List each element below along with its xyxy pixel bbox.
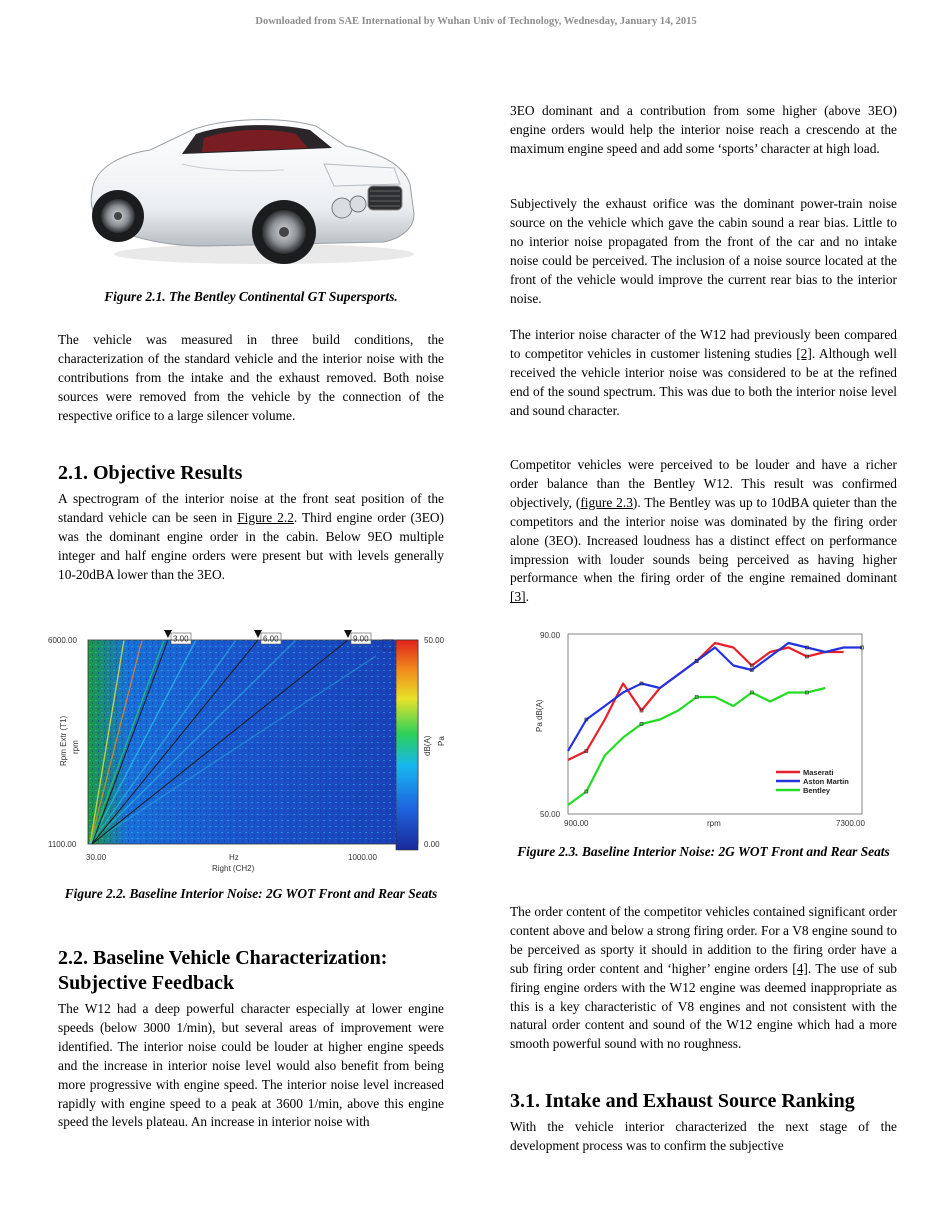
x-tick-label-right: 7300.00: [836, 819, 865, 828]
paragraph-competitor-studies: [510, 326, 897, 421]
paragraph-spectrogram-text-a: A spectrogram of the interior noise at the front seat position of the standard vehicle can be seen in: [58, 491, 444, 525]
order-marker-3: 3.00: [173, 634, 189, 644]
colorbar-unit-pa: Pa: [437, 736, 446, 746]
legend-label-0: Maserati: [803, 768, 834, 777]
paragraph-spectrogram: [58, 490, 444, 585]
heading-baseline-characterization: [58, 946, 444, 996]
x-tick-label-left: 900.00: [564, 819, 589, 828]
paragraph-w12-character: The W12 had a deep powerful character especially at lower engine speeds (below 3000 1/min), but several areas of improvement were identified. The interior noise could be louder at higher engine speeds and the increase in interior noise level would also benefit from being more progressive with engine speed. The interior noise level increased rapidly with engine speed to a peak at 3600 1/min, above this engine speed the levels plateau. An increase in interior noise with: [58, 1001, 444, 1130]
legend-label-1: Aston Martin: [803, 777, 849, 786]
paragraph-loudness-text-b: ). The Bentley was up to 10dBA quieter than the competitors and the interior noise was dominated by the firing order alone (3EO). Increased loudness has a distinct effect on performance impression with louder sounds being perceived as having higher performance when the firing order of the engine remained dominant: [510, 494, 897, 586]
y-bottom-tick: 1100.00: [48, 840, 77, 849]
bentley-car-image: [84, 104, 420, 272]
colorbar-top-tick: 50.00: [424, 636, 445, 645]
paragraph-exhaust-orifice: Subjectively the exhaust orifice was the dominant power-train noise source on the vehicle which gave the cabin sound a rear bias. Little to no interior noise propagated from the front of the car and no intake noise could be perceived. The inclusion of a noise source located at the front of the vehicle would improve the current rear bias to the interior noise.: [510, 196, 897, 306]
order-marker-9: 9.00: [353, 634, 369, 644]
spectrogram-figure: [46, 626, 456, 876]
legend-label-2: Bentley: [803, 786, 831, 795]
paragraph-3eo-dominant: 3EO dominant and a contribution from some higher (above 3EO) engine orders would help the interior noise reach a crescendo at the maximum engine speed and add some ‘sports’ character at high load.: [510, 103, 897, 156]
paragraph-competitor-text-a: The interior noise character of the W12 had previously been compared to competitor vehicles in customer listening studies: [510, 327, 897, 361]
order-marker-6: 6.00: [263, 634, 279, 644]
paragraph-loudness-text-a: Competitor vehicles were perceived to be louder and have a richer order balance than the Bentley W12. This result was confirmed objectively, (: [510, 457, 897, 510]
reference-3-link[interactable]: [3]: [510, 589, 526, 605]
paragraph-competitor-text-b: . Although well received the vehicle interior noise was considered to be at the refined end of the sound spectrum. This was due to both the interior noise level and sound character.: [510, 345, 897, 418]
paragraph-order-content: [510, 903, 897, 1054]
paragraph-order-text-a: The order content of the competitor vehicles contained significant order content above and below a strong firing order. For a V8 engine sound to be perceived as sporty it should in addition to the firing order have a sub firing order content and ‘higher’ engine orders: [510, 904, 897, 976]
figure-2-3-caption: Figure 2.3. Baseline Interior Noise: 2G WOT Front and Rear Seats: [517, 844, 890, 859]
paragraph-spectrogram-text-b: . Third engine order (3EO) was the dominant engine order in the cabin. Below 9EO multiple integer and half engine orders were present but with levels generally 10-20dBA lower than the 3EO.: [58, 509, 445, 582]
competitor-noise-chart: [530, 624, 870, 834]
y-axis-unit: rpm: [71, 740, 80, 754]
heading-objective-results: 2.1. Objective Results: [58, 462, 243, 484]
x-right-tick: 1000.00: [348, 853, 377, 862]
x-axis-label: rpm: [707, 819, 721, 828]
figure-2-2-caption: Figure 2.2. Baseline Interior Noise: 2G WOT Front and Rear Seats: [64, 886, 438, 901]
paragraph-loudness-text-c: .: [525, 589, 529, 605]
figure-2-2-link[interactable]: Figure 2.2: [237, 509, 294, 525]
colorbar: [396, 640, 418, 850]
paragraph-order-text-b: . The use of sub firing engine orders with the W12 engine was deemed inappropriate as this is a key characteristic of V8 engines and not consistent with the natural order content and sound of the W12 engine which had a more smooth powerful sound with no roughness.: [510, 960, 898, 1052]
y-axis-label: Rpm Extr (T1): [59, 715, 68, 766]
colorbar-unit-dba: dB(A): [423, 735, 432, 756]
heading-baseline-line1: 2.2. Baseline Vehicle Characterization:: [58, 947, 388, 969]
paragraph-competitor-loudness: [510, 456, 897, 607]
x-left-tick: 30.00: [86, 853, 107, 862]
y-axis-label: Pa dB(A): [535, 699, 544, 732]
figure-2-1-caption: Figure 2.1. The Bentley Continental GT Supersports.: [104, 289, 398, 304]
paragraph-source-ranking: With the vehicle interior characterized the next stage of the development process was to confirm the subjective: [510, 1119, 897, 1153]
x-axis-unit: Hz: [229, 853, 239, 862]
reference-4-link[interactable]: [4]: [792, 960, 808, 976]
x-axis-label: Right (CH2): [212, 864, 255, 873]
reference-2-link[interactable]: [2]: [796, 345, 812, 361]
download-watermark: Downloaded from SAE International by Wuhan Univ of Technology, Wednesday, January 14, 2015: [255, 16, 697, 27]
paragraph-build-conditions: The vehicle was measured in three build conditions, the characterization of the standard vehicle and the interior noise with the contributions from the intake and the exhaust removed. Both noise sources were removed from the vehicle by the connection of the respective orifice to a large silencer volume.: [58, 332, 444, 423]
y-tick-label-bottom: 50.00: [540, 810, 561, 819]
colorbar-bottom-tick: 0.00: [424, 840, 440, 849]
y-tick-label-top: 90.00: [540, 631, 561, 640]
heading-baseline-line2: Subjective Feedback: [58, 972, 235, 994]
heading-source-ranking: 3.1. Intake and Exhaust Source Ranking: [510, 1090, 855, 1112]
y-top-tick: 6000.00: [48, 636, 77, 645]
figure-2-3-link[interactable]: figure 2.3: [580, 494, 633, 510]
